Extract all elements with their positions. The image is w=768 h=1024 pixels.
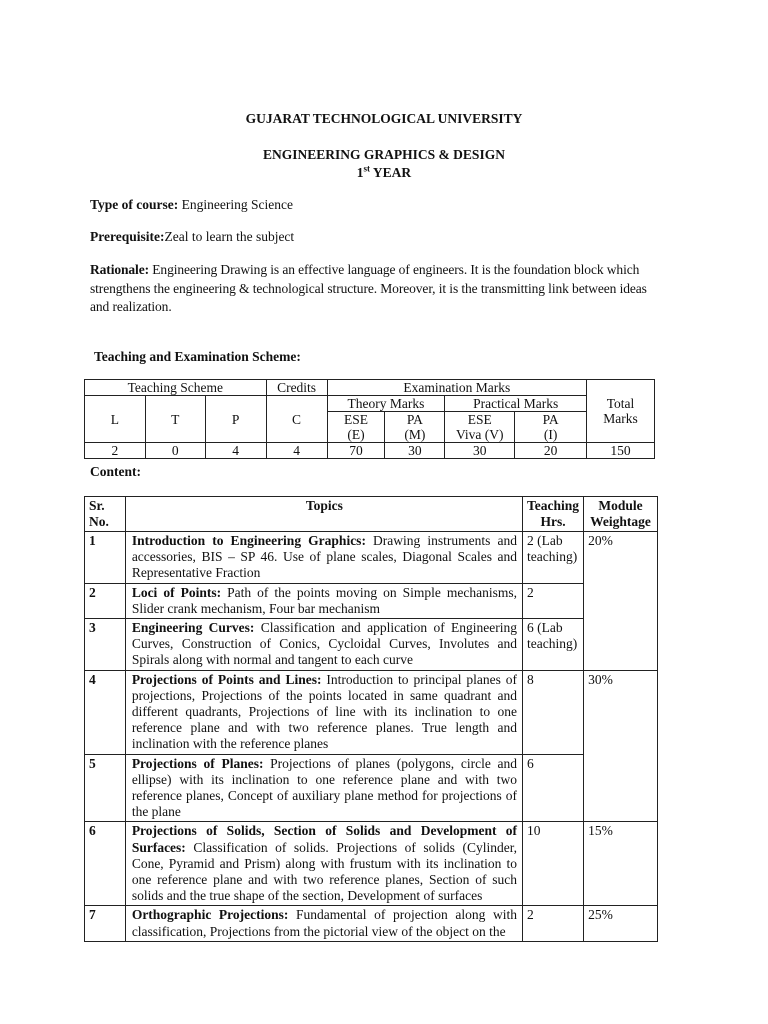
c-header: C [266, 396, 327, 443]
topic-cell: Engineering Curves: Classification and application of Engineering Curves, Construction of Conics, Cycloidal Curves, Involutes and Spirals along with normal and tangent to each curve [125, 619, 522, 671]
scheme-value: 4 [266, 443, 327, 459]
hours-cell: 2 [523, 906, 584, 941]
credits-header: Credits [266, 380, 327, 396]
hours-cell: 6 [523, 754, 584, 822]
topic-cell: Orthographic Projections: Fundamental of projection along with classification, Projections from the pictorial view of the object on the [125, 906, 522, 941]
content-table [84, 496, 658, 942]
scheme-value: 2 [85, 443, 146, 459]
university-title: GUJARAT TECHNOLOGICAL UNIVERSITY [245, 111, 523, 126]
t-header: T [145, 396, 205, 443]
scheme-value: 70 [327, 443, 385, 459]
prerequisite: Prerequisite:Zeal to learn the subject [90, 229, 295, 244]
topic-cell: Projections of Solids, Section of Solids and Development of Surfaces: Classification of solids. Projections of solids (Cylinder, Cone, Pyramid and Prism) along with frustum with its inclination to one reference plane and with two reference planes, Section of such solids and the true shape of the section, Development of surfaces [125, 822, 522, 906]
scheme-subheader-row [85, 396, 655, 412]
row-number: 6 [85, 822, 126, 906]
scheme-title: Teaching and Examination Scheme: [94, 349, 301, 364]
hours-cell: 2 [523, 583, 584, 618]
teaching-hrs-header: Teaching Hrs. [523, 497, 584, 532]
scheme-value: 4 [205, 443, 266, 459]
table-row [85, 532, 658, 584]
row-number: 3 [85, 619, 126, 671]
topic-cell: Projections of Points and Lines: Introduction to principal planes of projections, Projections of the points located in same quadrant and different quadrants, Projections of line with its inclination to one reference plane and with two reference planes. True length and inclination with the reference planes [125, 670, 522, 754]
theory-marks-header: Theory Marks [327, 396, 445, 412]
row-number: 1 [85, 532, 126, 584]
row-number: 4 [85, 670, 126, 754]
pa-i-header: PA (I) [515, 412, 587, 443]
practical-marks-header: Practical Marks [445, 396, 587, 412]
module-weightage-header: Module Weightage [584, 497, 658, 532]
table-row [85, 619, 658, 671]
weightage-cell: 20% [584, 532, 658, 671]
exam-marks-header: Examination Marks [327, 380, 587, 396]
scheme-value: 30 [385, 443, 445, 459]
hours-cell: 2 (Lab teaching) [523, 532, 584, 584]
table-row [85, 670, 658, 754]
teaching-scheme-header: Teaching Scheme [85, 380, 267, 396]
topics-header: Topics [125, 497, 522, 532]
l-header: L [85, 396, 146, 443]
hours-cell: 10 [523, 822, 584, 906]
row-number: 7 [85, 906, 126, 941]
table-row [85, 583, 658, 618]
sr-no-header: Sr. No. [85, 497, 126, 532]
table-row [85, 754, 658, 822]
topic-cell: Introduction to Engineering Graphics: Drawing instruments and accessories, BIS – SP 46. Use of plane scales, Diagonal Scales and Representative Fraction [125, 532, 522, 584]
teaching-scheme-table [84, 379, 655, 459]
topic-cell: Loci of Points: Path of the points moving on Simple mechanisms, Slider crank mechanism, Four bar mechanism [125, 583, 522, 618]
scheme-header-row [85, 380, 655, 396]
topic-cell: Projections of Planes: Projections of planes (polygons, circle and ellipse) with its inclination to one reference plane and with two reference planes, Concept of auxiliary plane method for projections of the plane [125, 754, 522, 822]
scheme-value: 0 [145, 443, 205, 459]
scheme-values-row [85, 443, 655, 459]
total-marks-header: Total Marks [587, 380, 655, 443]
weightage-cell: 15% [584, 822, 658, 906]
subject-title: ENGINEERING GRAPHICS & DESIGN [263, 147, 505, 162]
weightage-cell: 30% [584, 670, 658, 822]
course-type: Type of course: Engineering Science [90, 197, 293, 212]
hours-cell: 6 (Lab teaching) [523, 619, 584, 671]
row-number: 2 [85, 583, 126, 618]
content-header-row [85, 497, 658, 532]
scheme-value: 150 [587, 443, 655, 459]
rationale: Rationale: Engineering Drawing is an effective language of engineers. It is the foundation block which strengthens the engineering & technological structure. Moreover, it is the transmitting link between ideas and realization. [90, 262, 647, 314]
ese-header: ESE (E) [327, 412, 385, 443]
ese-viva-header: ESE Viva (V) [445, 412, 515, 443]
year-title: 1st YEAR [356, 163, 412, 180]
table-row [85, 906, 658, 941]
content-label: Content: [90, 464, 141, 479]
hours-cell: 8 [523, 670, 584, 754]
p-header: P [205, 396, 266, 443]
row-number: 5 [85, 754, 126, 822]
scheme-value: 20 [515, 443, 587, 459]
pa-m-header: PA (M) [385, 412, 445, 443]
weightage-cell: 25% [584, 906, 658, 941]
table-row [85, 822, 658, 906]
scheme-value: 30 [445, 443, 515, 459]
